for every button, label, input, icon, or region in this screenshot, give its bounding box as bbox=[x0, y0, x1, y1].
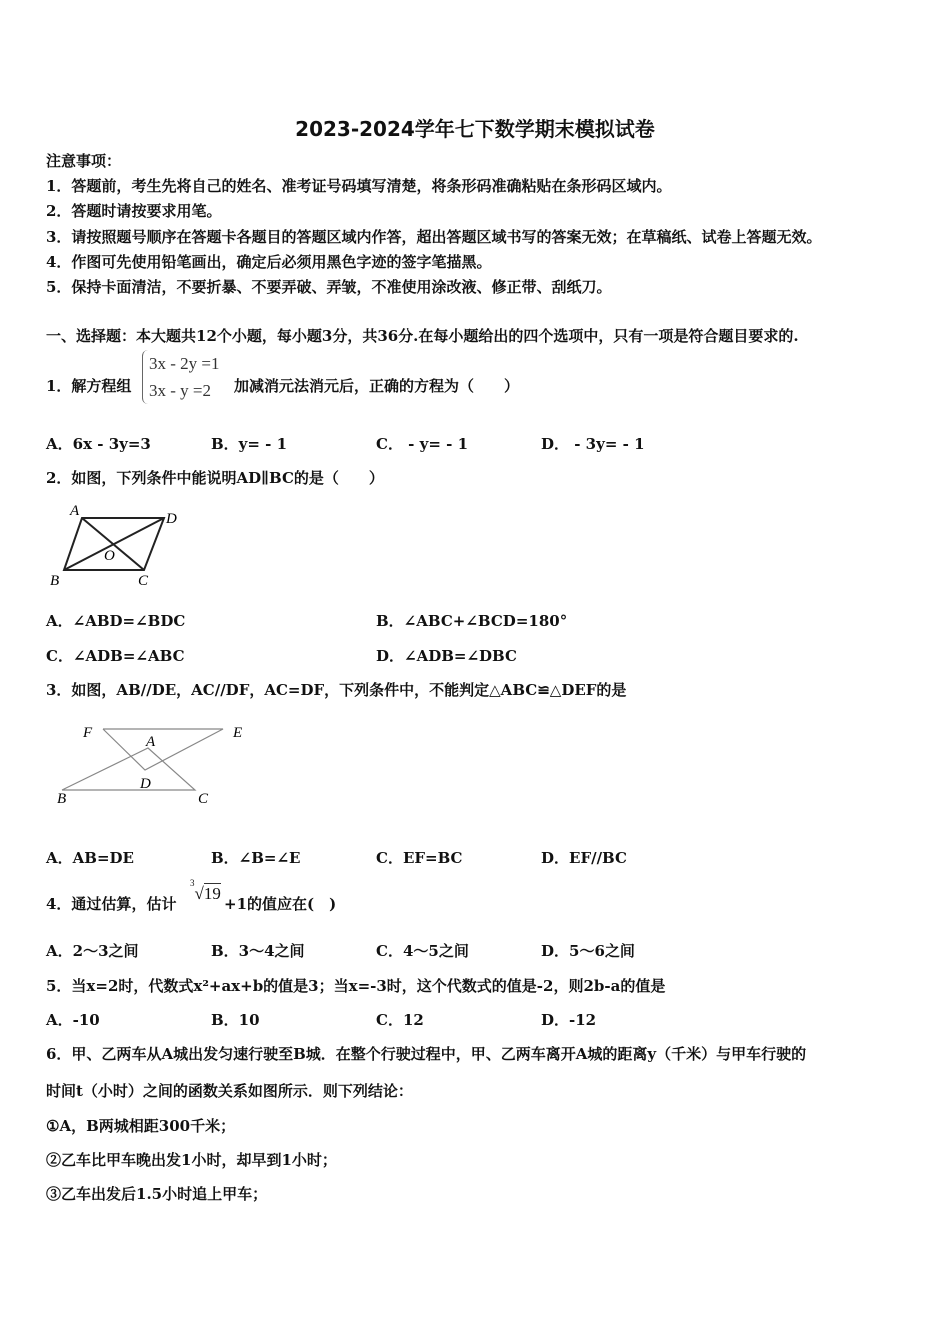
note-item: 5．保持卡面清洁，不要折暴、不要弄破、弄皱，不准使用涂改液、修正带、刮纸刀。 bbox=[46, 278, 612, 296]
note-item: 2．答题时请按要求用笔。 bbox=[46, 202, 222, 220]
parallelogram-figure bbox=[44, 500, 194, 595]
q4-prefix: 4．通过估算，估计 bbox=[46, 895, 177, 913]
label-o: O bbox=[104, 548, 115, 564]
q2-option-d: D．∠ADB=∠DBC bbox=[376, 647, 517, 665]
q5-option-a: A．-10 bbox=[46, 1011, 100, 1029]
label-a: A bbox=[146, 734, 156, 750]
label-a: A bbox=[70, 503, 80, 519]
note-item: 4．作图可先使用铅笔画出，确定后必须用黑色字迹的签字笔描黑。 bbox=[46, 253, 492, 271]
q2-option-b: B．∠ABC+∠BCD=180° bbox=[376, 612, 568, 630]
q1-prefix: 1．解方程组 bbox=[46, 377, 132, 395]
note-item: 3．请按照题号顺序在答题卡各题目的答题区域内作答，超出答题区域书写的答案无效；在草稿纸、试卷上答题无效。 bbox=[46, 228, 822, 246]
q5-option-d: D．-12 bbox=[541, 1011, 597, 1029]
q3-option-d: D．EF//BC bbox=[541, 849, 627, 867]
label-d: D bbox=[166, 511, 177, 527]
label-b: B bbox=[57, 791, 67, 807]
radicand: 19 bbox=[203, 884, 221, 903]
q4-option-b: B．3～4之间 bbox=[211, 942, 305, 960]
notes-heading: 注意事项： bbox=[46, 152, 122, 170]
q6-line2: 时间t（小时）之间的函数关系如图所示．则下列结论： bbox=[46, 1082, 413, 1100]
equation-system bbox=[142, 350, 220, 404]
page-title: 2023-2024学年七下数学期末模拟试卷 bbox=[295, 117, 655, 141]
triangles-figure bbox=[50, 720, 260, 810]
q5-stem: 5．当x=2时，代数式x²+ax+b的值是3；当x=-3时，这个代数式的值是-2，则2b-a的值是 bbox=[46, 977, 666, 995]
cube-root: $^3$√19 bbox=[190, 878, 221, 903]
label-f: F bbox=[83, 725, 93, 741]
q1-option-a: A．6x - 3y=3 bbox=[46, 435, 151, 453]
q1-option-b: B．y= - 1 bbox=[211, 435, 288, 453]
root-index: 3 bbox=[190, 878, 195, 889]
q5-option-b: B．10 bbox=[211, 1011, 260, 1029]
q1-option-d: D． - 3y= - 1 bbox=[541, 435, 645, 453]
q4-option-a: A．2～3之间 bbox=[46, 942, 139, 960]
q2-stem: 2．如图，下列条件中能说明AD∥BC的是（ ） bbox=[46, 469, 384, 487]
q6-item: ②乙车比甲车晚出发1小时，却早到1小时； bbox=[46, 1151, 337, 1169]
q2-option-a: A．∠ABD=∠BDC bbox=[46, 612, 186, 630]
q1-suffix: 加减消元法消元后，正确的方程为（ ） bbox=[234, 377, 520, 395]
q4-option-d: D．5～6之间 bbox=[541, 942, 635, 960]
q4-suffix: +1的值应在( ) bbox=[224, 895, 337, 913]
label-c: C bbox=[198, 791, 209, 807]
q5-option-c: C．12 bbox=[376, 1011, 424, 1029]
label-e: E bbox=[233, 725, 243, 741]
equation-2: 3x - y =2 bbox=[149, 381, 211, 400]
q1-option-c: C． - y= - 1 bbox=[376, 435, 468, 453]
q4-option-c: C．4～5之间 bbox=[376, 942, 469, 960]
q3-option-c: C．EF=BC bbox=[376, 849, 463, 867]
q6-item: ③乙车出发后1.5小时追上甲车； bbox=[46, 1185, 268, 1203]
q2-option-c: C．∠ADB=∠ABC bbox=[46, 647, 185, 665]
q3-option-a: A．AB=DE bbox=[46, 849, 134, 867]
section-heading: 一、选择题：本大题共12个小题，每小题3分，共36分.在每小题给出的四个选项中，只有一项是符合题目要求的. bbox=[46, 327, 799, 345]
equation-1: 3x - 2y =1 bbox=[149, 354, 220, 373]
q6-item: ①A，B两城相距300千米； bbox=[46, 1117, 236, 1135]
q6-line1: 6．甲、乙两车从A城出发匀速行驶至B城．在整个行驶过程中，甲、乙两车离开A城的距离y（千米）与甲车行驶的 bbox=[46, 1045, 807, 1063]
q3-stem: 3．如图，AB//DE，AC//DF，AC=DF，下列条件中，不能判定△ABC≌△DEF的是 bbox=[46, 681, 627, 699]
note-item: 1．答题前，考生先将自己的姓名、准考证号码填写清楚，将条形码准确粘贴在条形码区域内。 bbox=[46, 177, 672, 195]
label-c: C bbox=[138, 573, 149, 589]
label-d: D bbox=[140, 776, 151, 792]
label-b: B bbox=[50, 573, 60, 589]
q3-option-b: B．∠B=∠E bbox=[211, 849, 301, 867]
